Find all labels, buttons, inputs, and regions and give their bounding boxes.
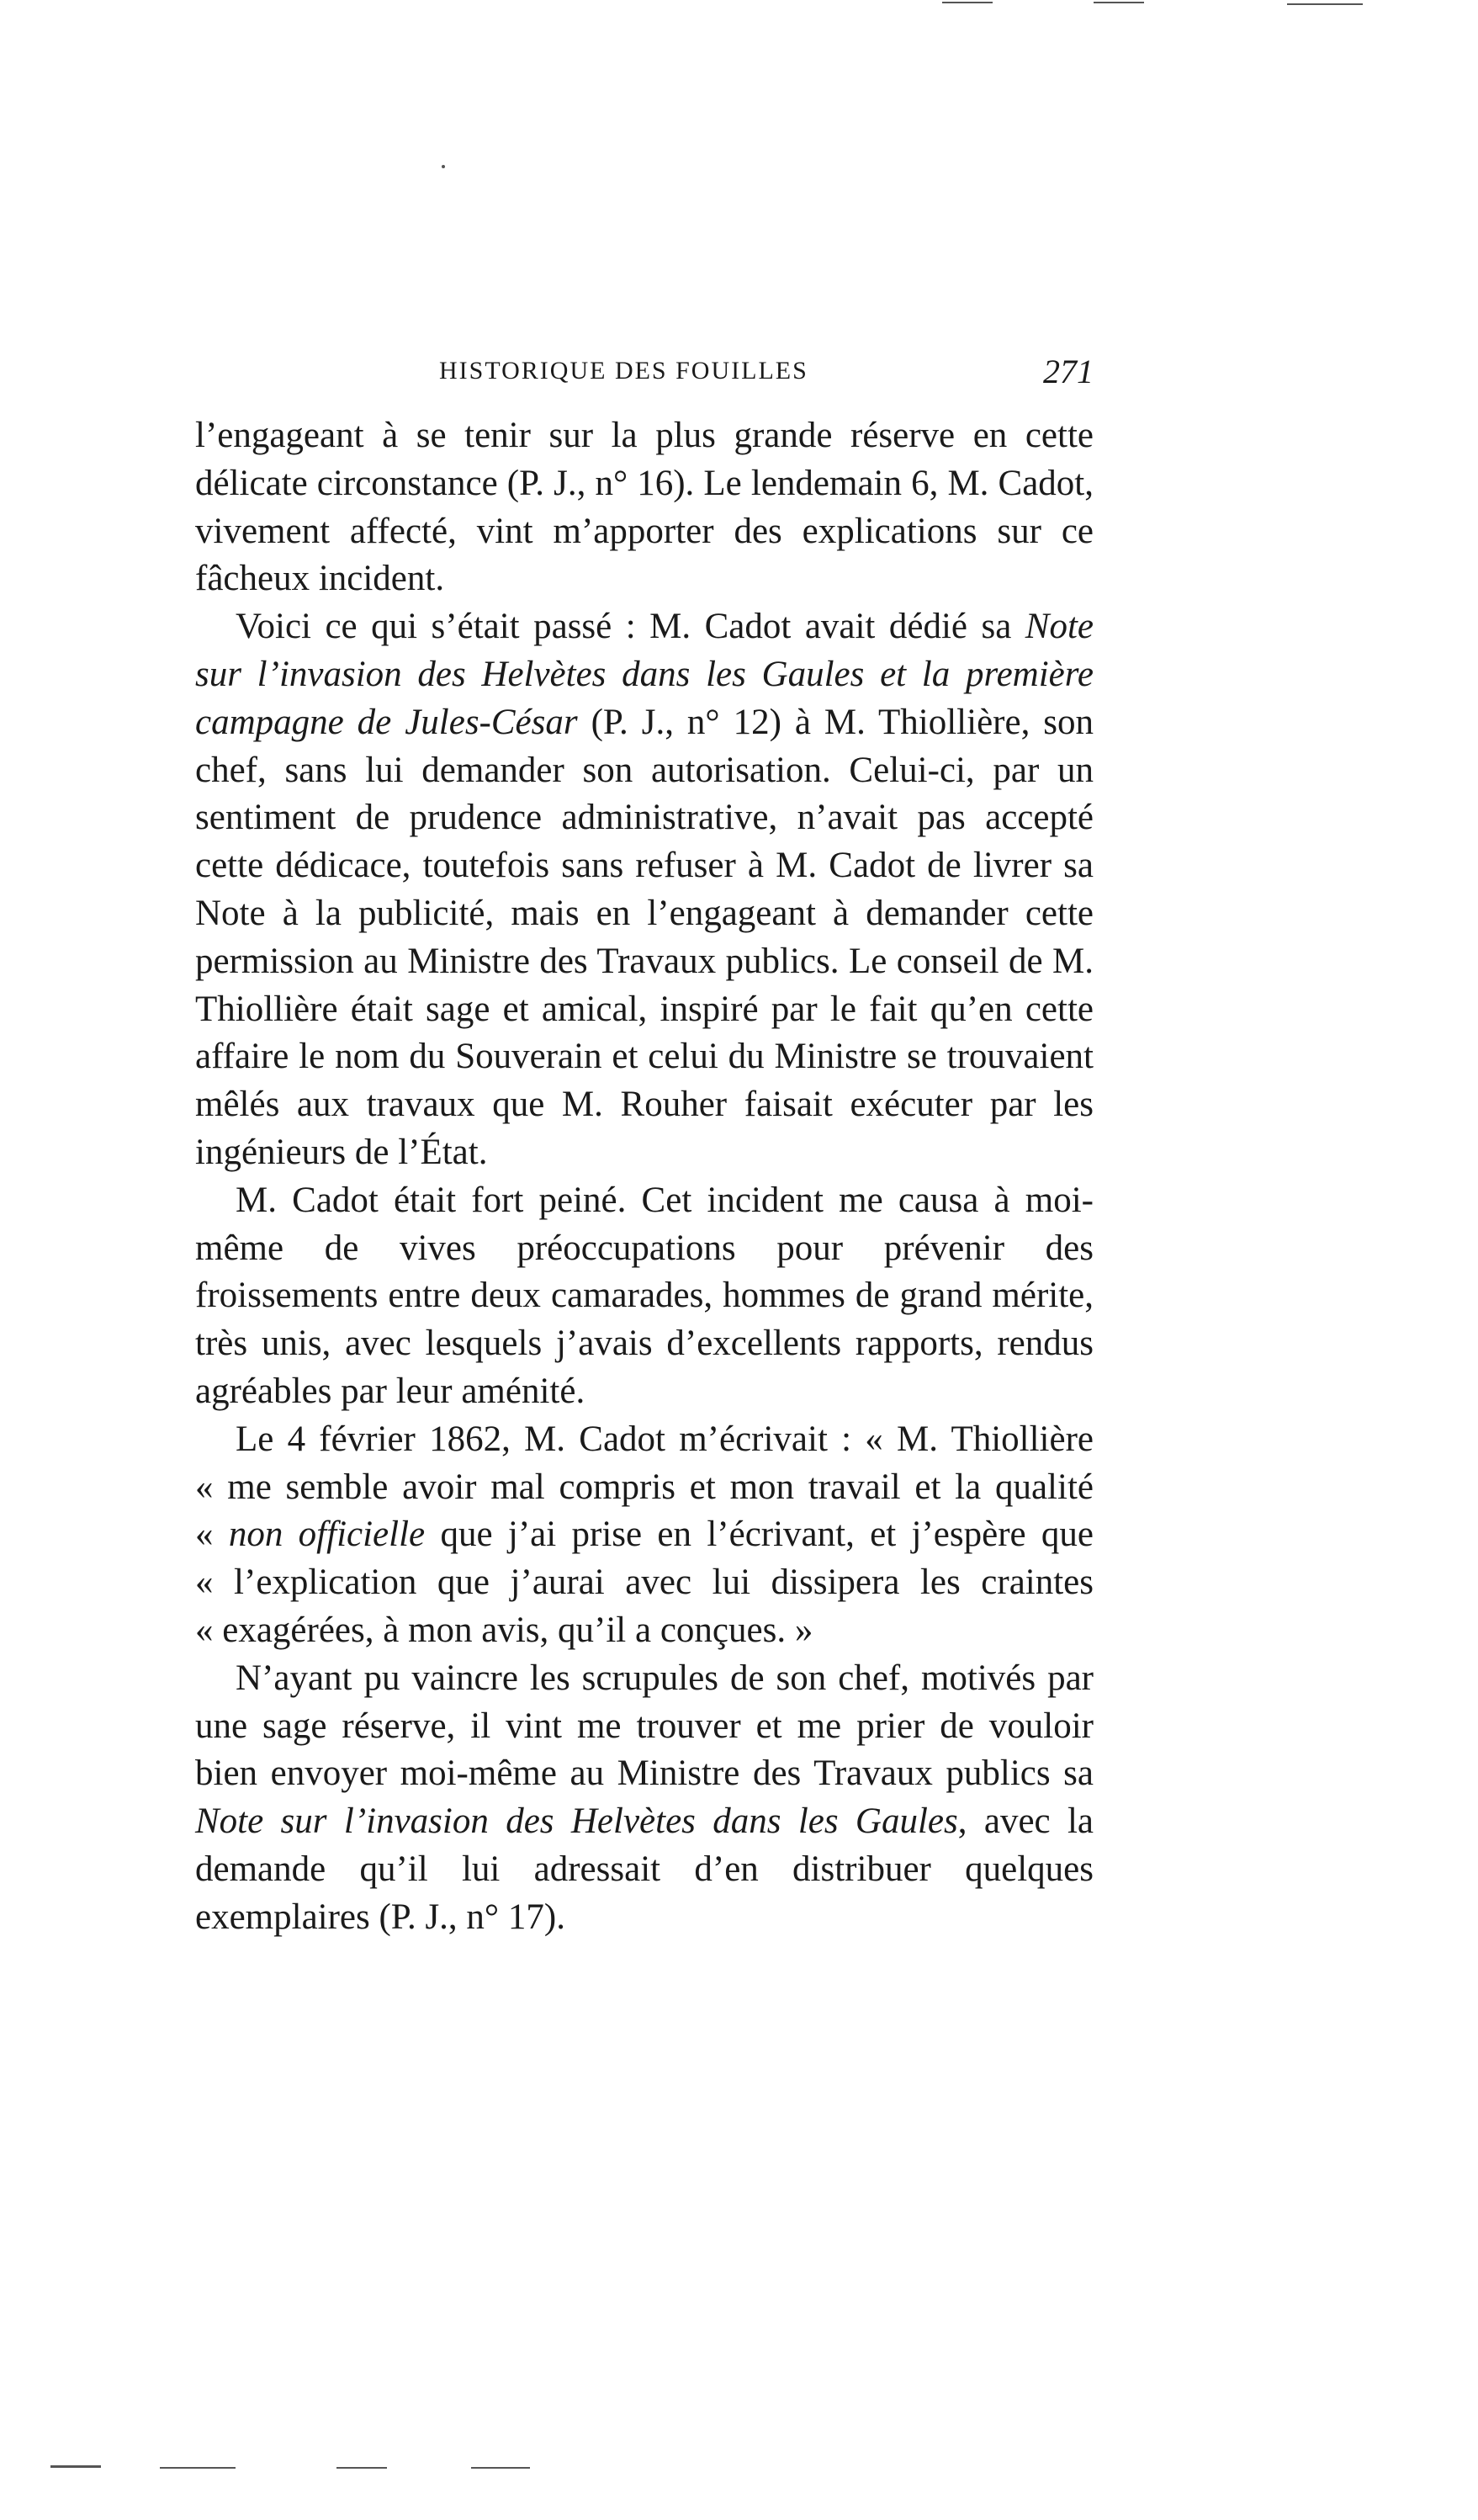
paragraph-3 (195, 1177, 1094, 1416)
paragraph-1 (195, 412, 1094, 603)
scan-speck (336, 2467, 387, 2469)
paragraph-4 (195, 1416, 1094, 1464)
paragraph-5-text-b: , avec la demande qu’il lui adressait d’en distribuer quelques exemplaires (P. J., n° 17). (195, 1801, 1094, 1937)
scan-speck (1287, 3, 1363, 5)
paragraph-5 (195, 1655, 1094, 1942)
scan-speck (160, 2467, 236, 2469)
page-number: 271 (1043, 353, 1094, 390)
body-text (195, 412, 1094, 1942)
paragraph-1-text: l’engageant à se tenir sur la plus grande réserve en cette délicate circonstance (P. J., n° 16). Le lendemain 6, M. Cadot, vivement affecté, vint m’apporter des explications sur ce fâcheux incident. (195, 416, 1094, 599)
running-title: HISTORIQUE DES FOUILLES (439, 357, 808, 385)
quote-line-3-b: que j’ai prise en l’écrivant, et j’espère que (425, 1515, 1094, 1555)
page-header (195, 352, 1094, 402)
paragraph-5-text-a: N’ayant pu vaincre les scrupules de son chef, motivés par une sage réserve, il vint me trouver et me prier de vouloir bien envoyer moi-même au Ministre des Travaux publics sa (195, 1658, 1094, 1794)
quote-line-3-italic: non officielle (228, 1515, 426, 1555)
quote-line-1: Le 4 février 1862, M. Cadot m’écrivait : « M. Thiollière (236, 1419, 1094, 1459)
scan-speck (50, 2465, 101, 2468)
paragraph-2 (195, 603, 1094, 1177)
paragraph-3-text: M. Cadot était fort peiné. Cet incident me causa à moi-même de vives préoccupations pour prévenir des froissements entre deux camarades, hommes de grand mérite, très unis, avec lesquels j’avais d’excellents rapports, rendus agréables par leur aménité. (195, 1180, 1094, 1411)
paragraph-2-text-a: Voici ce qui s’était passé : M. Cadot avait dédié sa (236, 607, 1025, 647)
scan-speck (471, 2467, 530, 2469)
scan-speck (442, 165, 445, 168)
scan-speck (942, 2, 993, 3)
quote-line-2: « me semble avoir mal compris et mon travail et la qualité (195, 1467, 1094, 1507)
paragraph-5-work-title: Note sur l’invasion des Helvètes dans les Gaules (195, 1801, 958, 1842)
quote-line-4: « l’explication que j’aurai avec lui dissipera les craintes (195, 1562, 1094, 1603)
quote-line-5: « exagérées, à mon avis, qu’il a conçues. » (195, 1610, 813, 1650)
paragraph-4-quote (195, 1464, 1094, 1655)
paragraph-2-work-title: Note sur l’invasion des Helvètes dans les Gaules et la première campagne de Jules-César (195, 607, 1094, 742)
quote-line-3 (195, 1511, 1094, 1559)
paragraph-2-text-b: (P. J., n° 12) à M. Thiollière, son chef, sans lui demander son autorisation. Celui-ci, par un sentiment de prudence administrative, n’avait pas accepté cette dédicace, toutefois sans refuser à M. Cadot de livrer sa Note à la publicité, mais en l’engageant à demander cette permission au Ministre des Travaux publics. Le conseil de M. Thiollière était sage et amical, inspiré par le fait qu’en cette affaire le nom du Souverain et celui du Ministre se trouvaient mêlés aux travaux que M. Rouher faisait exécuter par les ingénieurs de l’État. (195, 702, 1094, 1172)
scan-speck (1094, 2, 1144, 3)
quote-line-3-a: « (195, 1515, 229, 1555)
